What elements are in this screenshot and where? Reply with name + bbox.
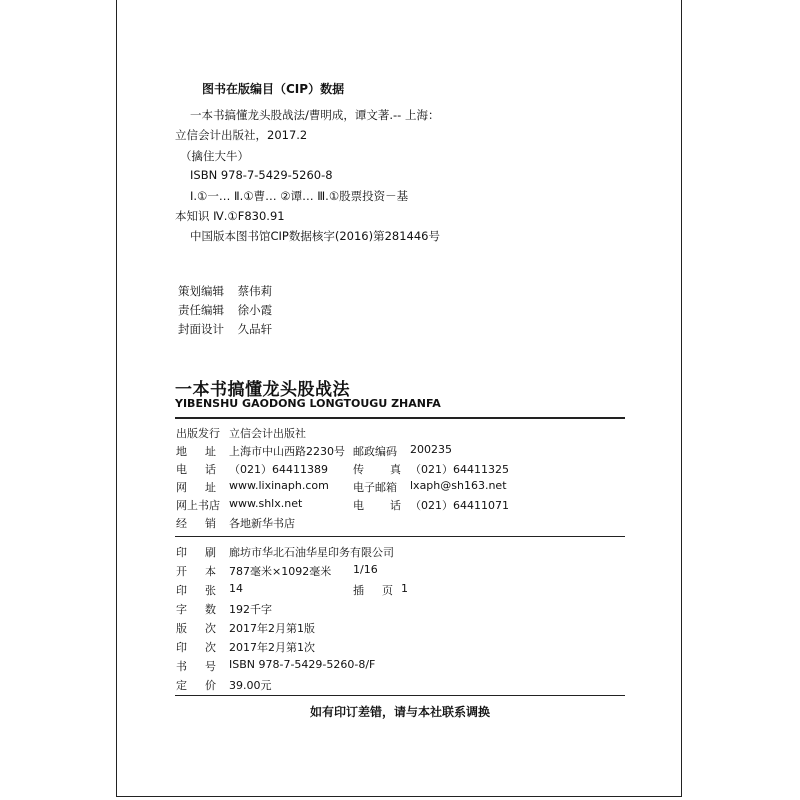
cip-line: （擒住大牛） (180, 149, 249, 163)
staff-row (178, 321, 272, 337)
label-char: 电 (176, 463, 187, 476)
label-char: 字 (176, 603, 187, 616)
label-char: 本 (205, 565, 216, 578)
label-char: 网 (176, 481, 187, 494)
label-char: 插 (353, 584, 364, 597)
email-label: 电子邮箱 (353, 481, 397, 494)
label-char: 话 (390, 499, 401, 512)
fax-value: （021）64411325 (410, 463, 509, 476)
label-char: 版 (176, 622, 187, 635)
words-value: 192千字 (229, 603, 272, 616)
label-char: 印 (176, 584, 187, 597)
label-char: 定 (176, 679, 187, 692)
email-value: lxaph@sh163.net (410, 479, 507, 492)
label-char: 书 (176, 660, 187, 673)
price-value: 39.00元 (229, 679, 272, 692)
book-pinyin: YIBENSHU GAODONG LONGTOUGU ZHANFA (175, 397, 441, 410)
staff-row (178, 302, 272, 318)
label-char: 刷 (205, 546, 216, 559)
cip-line: Ⅰ.①一… Ⅱ.①曹… ②谭… Ⅲ.①股票投资－基 (190, 189, 409, 203)
staff-role: 封面设计 (178, 322, 224, 336)
label-char: 印 (176, 546, 187, 559)
label-char: 址 (205, 445, 216, 458)
label-char: 次 (205, 641, 216, 654)
label-char: 张 (205, 584, 216, 597)
divider (175, 536, 625, 537)
phone-value: （021）64411389 (229, 463, 328, 476)
publisher-value: 立信会计出版社 (229, 427, 306, 440)
cip-line: 一本书搞懂龙头股战法/曹明成，谭文著.-- 上海： (190, 108, 440, 122)
label-char: 电 (353, 499, 364, 512)
insert-value: 1 (401, 582, 408, 595)
address-value: 上海市中山西路2230号 (229, 445, 345, 458)
format-fraction: 1/16 (353, 563, 378, 576)
label-char: 印 (176, 641, 187, 654)
label-char: 经 (176, 517, 187, 530)
cip-line: 本知识 Ⅳ.①F830.91 (175, 209, 285, 223)
staff-name: 徐小霞 (237, 303, 273, 317)
divider (175, 695, 625, 696)
label-char: 次 (205, 622, 216, 635)
label-char: 传 (353, 463, 364, 476)
postcode-label: 邮政编码 (353, 445, 397, 458)
shop-label: 网上书店 (176, 499, 220, 512)
label-char: 销 (205, 517, 216, 530)
format-value: 787毫米×1092毫米 (229, 565, 332, 578)
publisher-label: 出版发行 (176, 427, 220, 440)
shop-value: www.shlx.net (229, 497, 303, 510)
label-char: 数 (205, 603, 216, 616)
isbn-value: ISBN 978-7-5429-5260-8/F (229, 658, 376, 671)
label-char: 话 (205, 463, 216, 476)
error-notice: 如有印订差错，请与本社联系调换 (309, 705, 490, 719)
edition-value: 2017年2月第1版 (229, 622, 315, 635)
postcode-value: 200235 (410, 443, 452, 456)
label-char: 号 (205, 660, 216, 673)
staff-role: 责任编辑 (178, 303, 224, 317)
cip-line: ISBN 978-7-5429-5260-8 (190, 168, 333, 182)
label-char: 地 (176, 445, 187, 458)
cip-line: 中国版本图书馆CIP数据核字(2016)第281446号 (190, 229, 440, 243)
printer-value: 廊坊市华北石油华星印务有限公司 (229, 546, 394, 559)
staff-name: 蔡伟莉 (237, 284, 273, 298)
label-char: 址 (205, 481, 216, 494)
book-title: 一本书搞懂龙头股战法 (175, 380, 350, 400)
divider (175, 417, 625, 419)
label-char: 真 (390, 463, 401, 476)
staff-name: 久品轩 (237, 322, 273, 336)
distributor-value: 各地新华书店 (229, 517, 295, 530)
label-char: 价 (205, 679, 216, 692)
staff-role: 策划编辑 (178, 284, 224, 298)
staff-row (178, 283, 272, 299)
label-char: 开 (176, 565, 187, 578)
label-char: 页 (382, 584, 393, 597)
sheets-value: 14 (229, 582, 243, 595)
phone2-value: （021）64411071 (410, 499, 509, 512)
cip-line: 立信会计出版社，2017.2 (175, 128, 308, 142)
web-value: www.lixinaph.com (229, 479, 329, 492)
impression-value: 2017年2月第1次 (229, 641, 315, 654)
cip-heading: 图书在版编目（CIP）数据 (202, 82, 345, 96)
